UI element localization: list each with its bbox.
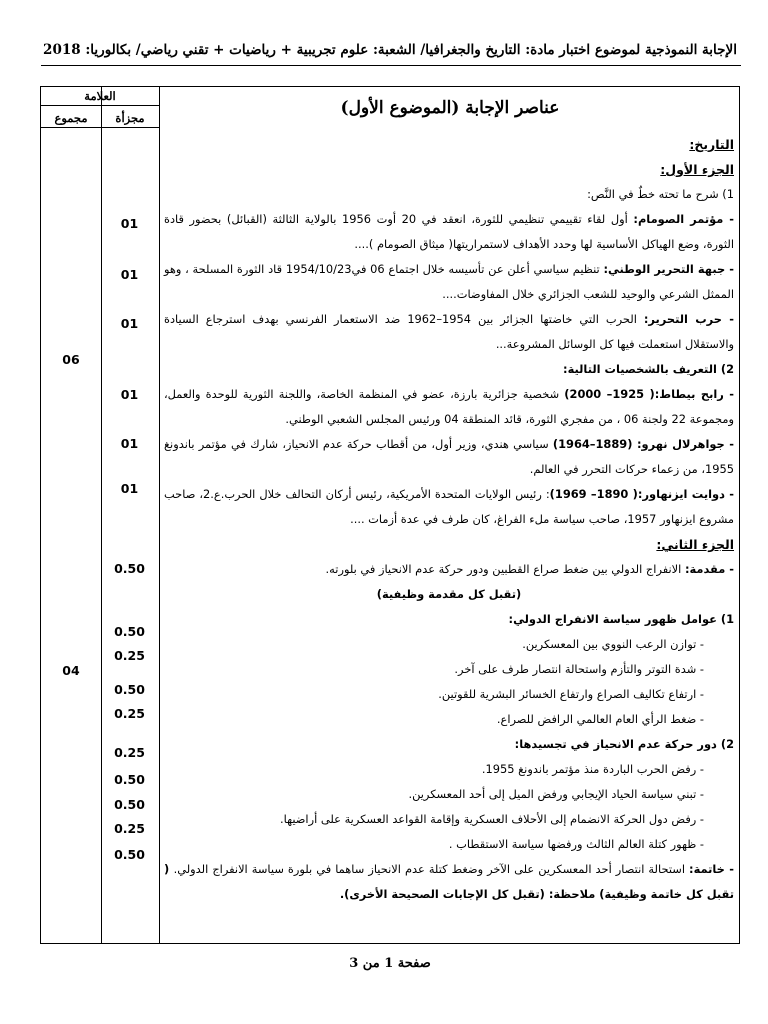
partial-mark: 0.50 bbox=[114, 772, 145, 787]
partial-mark: 01 bbox=[120, 436, 139, 451]
partial-mark: 01 bbox=[120, 387, 139, 402]
total-mark-part1: 06 bbox=[62, 352, 80, 367]
total-mark-part2: 04 bbox=[62, 663, 80, 678]
section-2-item: - رفض الحرب الباردة منذ مؤتمر باندونغ 1955. bbox=[481, 762, 704, 776]
section-1-item: - توازن الرعب النووي بين المعسكرين. bbox=[522, 637, 704, 651]
section-1-item: - ارتفاع تكاليف الصراع وارتفاع الخسائر البشرية للقوتين. bbox=[438, 687, 704, 701]
section-2-title: 2) دور حركة عدم الانحياز في تجسيدها: bbox=[514, 737, 734, 751]
introduction bbox=[164, 557, 734, 582]
partial-mark-header: مجزأة bbox=[115, 111, 145, 125]
section-2-item: - رفض دول الحركة الانضمام إلى الأحلاف العسكرية وإقامة القواعد العسكرية على أراضيها. bbox=[279, 812, 704, 826]
term-2 bbox=[164, 257, 734, 307]
term-3-label: - حرب التحرير: bbox=[643, 312, 734, 326]
partial-mark: 0.50 bbox=[114, 624, 145, 639]
part1-heading: الجزء الأول: bbox=[660, 162, 734, 177]
person-1-text: شخصية جزائرية بارزة، عضو في المنظمة الخاصة، واللجنة الثورية للوحدة والعمل، ومجموعة 22 ولجنة 06 ، من مفجري الثورة، قائد المنطقة 04 ورئيس المجلس الشعبي الوطني. bbox=[164, 387, 734, 426]
partial-mark: 0.50 bbox=[114, 561, 145, 576]
total-mark-header: مجموع bbox=[54, 111, 88, 125]
conclusion bbox=[164, 857, 734, 907]
conclusion-label: - خاتمة: bbox=[689, 862, 735, 876]
partial-mark: 01 bbox=[120, 316, 139, 331]
intro-text: الانفراج الدولي بين ضغط صراع القطبين ودور حركة عدم الانحياز في بلورته. bbox=[325, 562, 685, 576]
partial-mark: 0.50 bbox=[114, 847, 145, 862]
person-1-name: - رابح بيطاط: bbox=[654, 387, 735, 401]
person-3-text: : رئيس الولايات المتحدة الأمريكية، رئيس أركان التحالف خلال الحرب.ع.2، صاحب مشروع ايزنهاور 1957، صاحب سياسة ملء الفراغ، كان طرف في عدة أزمات .... bbox=[164, 487, 734, 526]
accept-conclusion-note: ( تقبل كل خاتمة وظيفية) bbox=[164, 862, 734, 901]
subject-heading: التاريخ: bbox=[689, 137, 734, 152]
partial-mark: 0.25 bbox=[114, 706, 145, 721]
section-1-title: 1) عوامل ظهور سياسة الانفراج الدولي: bbox=[508, 612, 734, 626]
header-divider bbox=[41, 65, 741, 66]
partial-mark: 01 bbox=[120, 216, 139, 231]
term-1-text: أول لقاء تقييمي تنظيمي للثورة، انعقد في 20 أوت 1956 بالولاية الثالثة (القبائل) بحضور قادة الثورة، وضع الهياكل الأساسية لها وحدد الأهداف لاستمراريتها( ميثاق الصومام ).... bbox=[164, 212, 734, 251]
partial-mark: 0.25 bbox=[114, 745, 145, 760]
intro-label: - مقدمة: bbox=[684, 562, 734, 576]
general-note: ملاحظة: (تقبل كل الإجابات الصحيحة الأخرى). bbox=[339, 887, 600, 901]
exam-header-title: الإجابة النموذجية لموضوع اختبار مادة: التاريخ والجغرافيا/ الشعبة: علوم تجريبية + رياضيات + تقني رياضي/ بكالوريا: 2018 bbox=[43, 42, 737, 58]
mark-column-header: العلامة bbox=[84, 89, 116, 103]
term-2-text: تنظيم سياسي أعلن عن تأسيسه خلال اجتماع 06 في1954/10/23 قاد الثورة المسلحة ، وهو الممثل الشرعي والوحيد للشعب الجزائري خلال المفاوضات.... bbox=[164, 262, 734, 301]
person-2 bbox=[164, 432, 734, 482]
person-2-dates: (1889–1964) bbox=[552, 437, 637, 451]
partial-mark: 0.50 bbox=[114, 797, 145, 812]
term-1-label: - مؤتمر الصومام: bbox=[633, 212, 734, 226]
answer-content bbox=[164, 132, 734, 907]
person-2-text: سياسي هندي، وزير أول، من أقطاب حركة عدم الانحياز، شارك في مؤتمر باندونغ 1955، من زعماء حركات التحرر في العالم. bbox=[164, 437, 734, 476]
question-2: 2) التعريف بالشخصيات التالية: bbox=[563, 362, 734, 376]
accept-intro-note: (تقبل كل مقدمة وظيفية) bbox=[376, 587, 522, 601]
partial-mark: 01 bbox=[120, 481, 139, 496]
term-3-text: الحرب التي خاضتها الجزائر بين 1954–1962 ضد الاستعمار الفرنسي بهدف استرجاع السيادة والاستقلال استعملت فيها كل الوسائل المشروعة... bbox=[164, 312, 734, 351]
part2-heading: الجزء الثاني: bbox=[656, 537, 734, 552]
column-divider-partial bbox=[159, 87, 160, 943]
section-2-item: - ظهور كتلة العالم الثالث ورفضها سياسة الاستقطاب . bbox=[448, 837, 704, 851]
section-1-item: - ضغط الرأي العام العالمي الرافض للصراع. bbox=[496, 712, 704, 726]
person-3-dates: ( 1890– 1969) bbox=[549, 487, 638, 501]
section-1-item: - شدة التوتر والتأزم واستحالة انتصار طرف على آخر. bbox=[454, 662, 704, 676]
partial-mark: 0.50 bbox=[114, 682, 145, 697]
person-1 bbox=[164, 382, 734, 432]
mark-header-divider bbox=[41, 105, 159, 106]
conclusion-text: استحالة انتصار أحد المعسكرين على الآخر وضغط كتلة عدم الانحياز ساهما في بلورة سياسة الانفراج الدولي. bbox=[173, 862, 690, 876]
person-2-name: - جواهرلال نهرو: bbox=[637, 437, 735, 451]
answer-elements-title: عناصر الإجابة (الموضوع الأول) bbox=[340, 98, 560, 118]
section-2-item: - تبني سياسة الحياد الإيجابي ورفض الميل إلى أحد المعسكرين. bbox=[408, 787, 704, 801]
partial-mark: 01 bbox=[120, 267, 139, 282]
question-1: 1) شرح ما تحته خطٌ في النَّص: bbox=[587, 187, 734, 201]
term-3 bbox=[164, 307, 734, 357]
person-1-dates: ( 1925– 2000) bbox=[564, 387, 655, 401]
partial-mark: 0.25 bbox=[114, 821, 145, 836]
partial-mark: 0.25 bbox=[114, 648, 145, 663]
person-3-name: - دوايت ايزنهاور: bbox=[637, 487, 735, 501]
term-2-label: - جبهة التحرير الوطني: bbox=[603, 262, 735, 276]
page-number: صفحة 1 من 3 bbox=[349, 956, 431, 971]
mark-subheader-divider bbox=[41, 127, 159, 128]
person-3 bbox=[164, 482, 734, 532]
term-1 bbox=[164, 207, 734, 257]
